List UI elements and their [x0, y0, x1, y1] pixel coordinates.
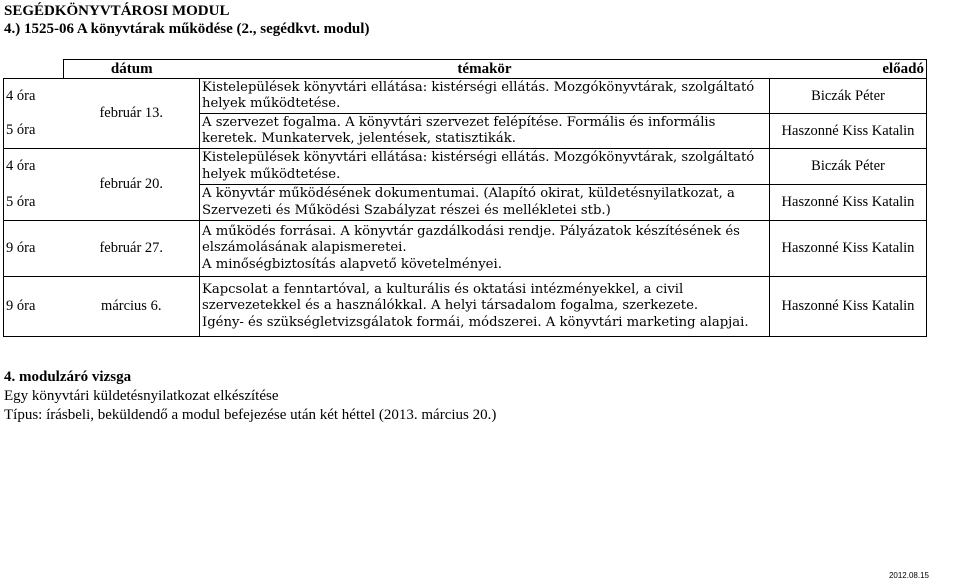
date-cell: február 13.	[64, 79, 200, 149]
exam-heading: 4. modulzáró vizsga	[4, 369, 132, 385]
exam-type: Típus: írásbeli, beküldendő a modul befejezése után két héttel (2013. március 20.)	[4, 407, 497, 423]
column-header-presenter: előadó	[770, 60, 927, 79]
presenter-cell: Haszonné Kiss Katalin	[770, 221, 927, 277]
table-row	[4, 221, 927, 277]
hours-cell: 4 óra	[4, 149, 64, 185]
topic-text: A minőségbiztosítás alapvető követelményei.	[202, 256, 502, 272]
topic-cell: Kistelepülések könyvtári ellátása: kistérségi ellátás. Mozgókönyvtárak, szolgáltató helyek működtetése.	[200, 79, 770, 114]
topic-text: Igény- és szükségletvizsgálatok formái, módszerei. A könyvtári marketing alapjai.	[202, 314, 749, 330]
hours-cell: 5 óra	[4, 114, 64, 149]
module-subtitle: 4.) 1525-06 A könyvtárak működése (2., segédkvt. modul)	[4, 21, 370, 37]
presenter-cell: Biczák Péter	[770, 149, 927, 185]
table-row	[4, 149, 927, 185]
topic-cell	[200, 221, 770, 277]
presenter-cell: Haszonné Kiss Katalin	[770, 277, 927, 337]
hours-cell: 4 óra	[4, 79, 64, 114]
topic-cell: Kistelepülések könyvtári ellátása: kistérségi ellátás. Mozgókönyvtárak, szolgáltató helyek működtetése.	[200, 149, 770, 185]
presenter-cell: Haszonné Kiss Katalin	[770, 185, 927, 221]
topic-text: A működés forrásai. A könyvtár gazdálkodási rendje. Pályázatok készítésének és elszámolásának alapismeretei.	[202, 223, 740, 256]
hours-cell: 9 óra	[4, 277, 64, 337]
date-cell: február 20.	[64, 149, 200, 221]
page-title: SEGÉDKÖNYVTÁROSI MODUL	[4, 3, 230, 19]
date-cell: március 6.	[64, 277, 200, 337]
hours-cell: 9 óra	[4, 221, 64, 277]
topic-cell	[200, 277, 770, 337]
hours-cell: 5 óra	[4, 185, 64, 221]
table-row	[4, 79, 927, 114]
topic-cell: A könyvtár működésének dokumentumai. (Alapító okirat, küldetésnyilatkozat, a Szervezeti és Működési Szabályzat részei és mellékletei stb.)	[200, 185, 770, 221]
table-row	[4, 277, 927, 337]
date-stamp: 2012.08.15	[888, 571, 929, 580]
schedule-table	[3, 59, 927, 337]
presenter-cell: Haszonné Kiss Katalin	[770, 114, 927, 149]
topic-text: Kapcsolat a fenntartóval, a kulturális és oktatási intézményekkel, a civil szervezetekkel és a használókkal. A helyi társadalom fogalma, szerkezete.	[202, 281, 699, 314]
exam-task: Egy könyvtári küldetésnyilatkozat elkészítése	[4, 388, 279, 404]
presenter-cell: Biczák Péter	[770, 79, 927, 114]
date-cell: február 27.	[64, 221, 200, 277]
column-header-topic: témakör	[200, 60, 770, 79]
topic-cell: A szervezet fogalma. A könyvtári szervezet felépítése. Formális és informális keretek. Munkatervek, jelentések, statisztikák.	[200, 114, 770, 149]
column-header-date: dátum	[64, 60, 200, 79]
table-header-row	[4, 60, 927, 79]
